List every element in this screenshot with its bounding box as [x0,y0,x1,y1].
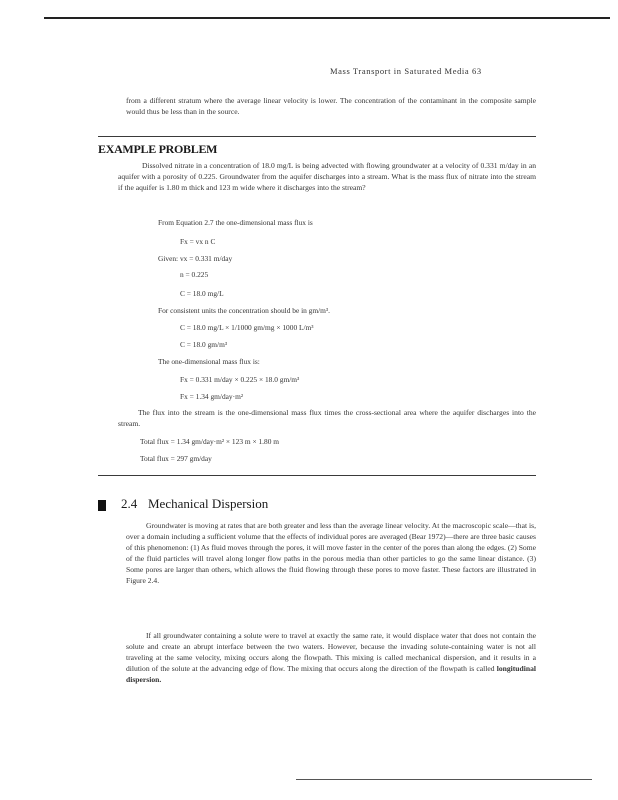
section-paragraph-2-text: If all groundwater containing a solute were to travel at exactly the same rate, it would displace water that does not contain the solute and create an abrupt interface between the two waters. However, because the invading solute-containing water is not all traveling at the same velocity, mixing occurs along the flowpath. This mixing is called mechanical dispersion, and it results in a dilution of the solute at the advancing edge of flow. The mixing that occurs along the direction of the flowpath is called [126,631,536,673]
top-rule [44,17,610,19]
example-problem-title: EXAMPLE PROBLEM [98,142,218,156]
running-header: Mass Transport in Saturated Media 63 [330,66,482,76]
section-marker [98,500,106,511]
solution-line-13: Total flux = 1.34 gm/day·m² × 123 m × 1.80 m [140,437,280,446]
section-title: Mechanical Dispersion [148,496,269,511]
example-top-rule [98,136,536,137]
example-problem-statement: Dissolved nitrate in a concentration of 18.0 mg/L is being advected with flowing groundwater at a velocity of 0.331 m/day in an aquifer with a porosity of 0.225. Groundwater from the aquifer discharges into a stream. What is the mass flux of nitrate into the stream if the aquifer is 1.80 m thick and 123 m wide where it discharges into the stream? [118,161,536,192]
solution-line-9: The one-dimensional mass flux is: [158,357,260,366]
section-paragraph-1: Groundwater is moving at rates that are both greater and less than the average linear velocity. At the macroscopic scale—that is, over a domain including a sufficient volume that the effects of individual pores are averaged (Bear 1972)—there are three basic causes of this phenomenon: (1) As fluid moves through the pores, it will move faster in the center of the pores than along the edges. (2) Some of the fluid particles will travel along longer flow paths in the porous media than other particles to go the same linear distance. (3) Some pores are larger than others, which allows the fluid flowing through these pores to move faster. These factors are illustrated in Figure 2.4. [126,521,536,585]
solution-line-8: C = 18.0 gm/m³ [180,340,228,349]
solution-line-4: n = 0.225 [180,270,209,279]
section-number: 2.4 [121,496,138,511]
example-bottom-rule [98,475,536,476]
solution-line-1: From Equation 2.7 the one-dimensional mass flux is [158,218,313,227]
solution-line-7: C = 18.0 mg/L × 1/1000 gm/mg × 1000 L/m³ [180,323,314,332]
solution-line-11: Fx = 1.34 gm/day·m² [180,392,244,401]
solution-line-3: Given: vx = 0.331 m/day [158,254,233,263]
solution-line-14: Total flux = 297 gm/day [140,454,212,463]
solution-line-5: C = 18.0 mg/L [180,289,224,298]
solution-line-2: Fx = vx n C [180,237,216,246]
bottom-rule [296,779,592,780]
solution-line-6: For consistent units the concentration should be in gm/m³. [158,306,330,315]
solution-line-10: Fx = 0.331 m/day × 0.225 × 18.0 gm/m³ [180,375,300,384]
term-longitudinal-dispersion: longitudinal dispersion. [126,664,536,684]
section-paragraph-2 [126,630,536,685]
intro-paragraph: from a different stratum where the average linear velocity is lower. The concentration of the contaminant in the composite sample would thus be less than in the source. [126,96,536,116]
solution-line-12: The flux into the stream is the one-dimensional mass flux times the cross-sectional area where the aquifer discharges into the stream. [118,408,536,428]
